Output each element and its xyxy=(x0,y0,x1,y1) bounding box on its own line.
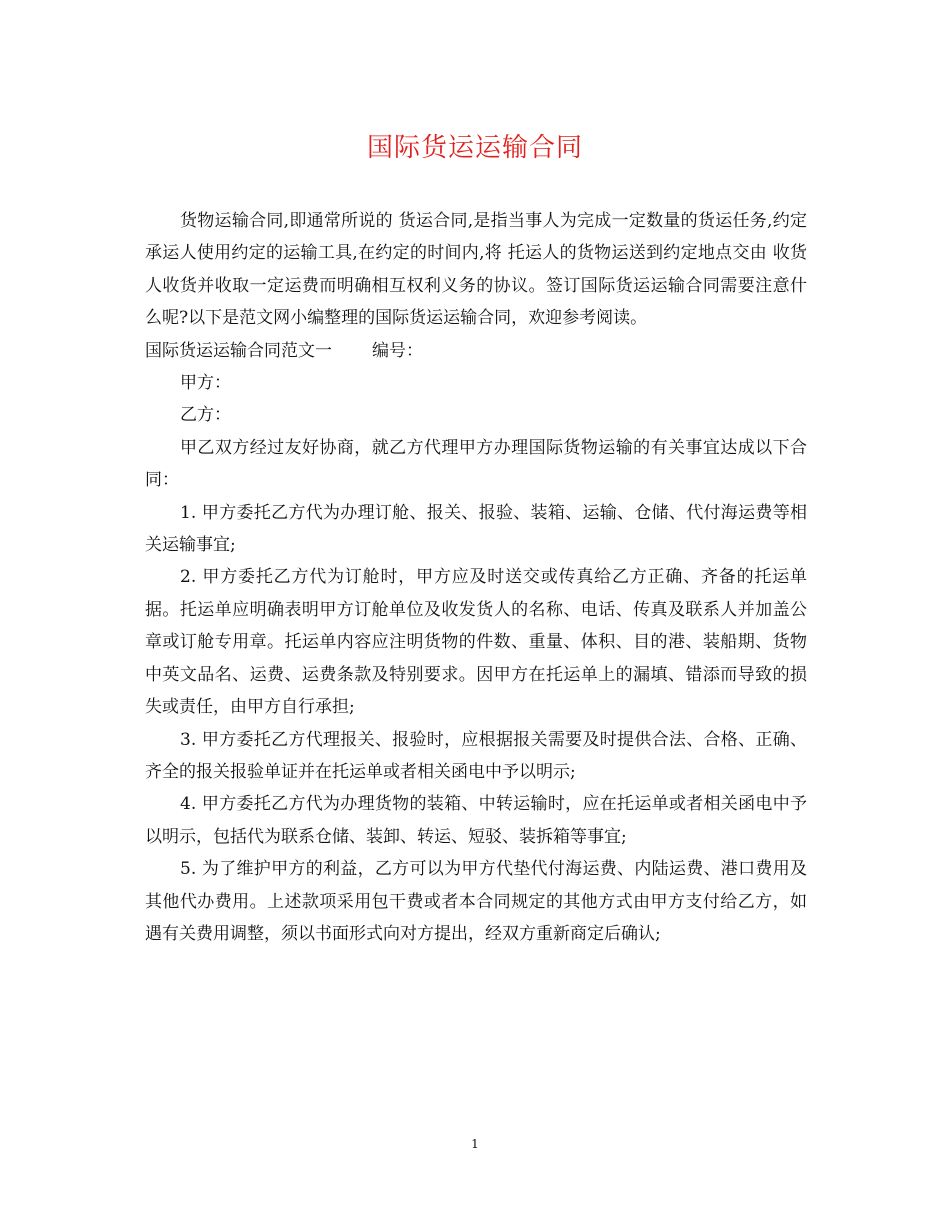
clause-1: 1. 甲方委托乙方代为办理订舱、报关、报验、装箱、运输、仓储、代付海运费等相关运输事宜; xyxy=(145,502,807,556)
agreement-intro: 甲乙双方经过友好协商，就乙方代理甲方办理国际货物运输的有关事宜达成以下合同： xyxy=(145,437,807,491)
intro-paragraph: 货物运输合同,即通常所说的 货运合同,是指当事人为完成一定数量的货运任务,约定 承运人使用约定的运输工具,在约定的时间内,将 托运人的货物运送到约定地点交由 收货人收货并收取一定运费而明确相互权利义务的协议。签订国际货运运输合同需要注意什么呢?以下是范文网小编整理的国际货运运输合同，欢迎参考阅读。 xyxy=(145,211,807,329)
page-number: 1 xyxy=(471,1137,479,1151)
document-title: 国际货运运输合同 xyxy=(366,133,583,163)
party-a-label: 甲方： xyxy=(180,373,231,394)
clause-3: 3. 甲方委托乙方代理报关、报验时，应根据报关需要及时提供合法、合格、正确、齐全的报关报验单证并在托运单或者相关函电中予以明示; xyxy=(145,729,807,782)
sample-heading-line xyxy=(145,335,807,367)
clause-5: 5. 为了维护甲方的利益，乙方可以为甲方代垫代付海运费、内陆运费、港口费用及其他代办费用。上述款项采用包干费或者本合同规定的其他方式由甲方支付给乙方，如遇有关费用调整，须以书面形式向对方提出，经双方重新商定后确认; xyxy=(145,859,807,944)
clause-4: 4. 甲方委托乙方代为办理货物的装箱、中转运输时，应在托运单或者相关函电中予以明示，包括代为联系仓储、装卸、转运、短驳、装拆箱等事宜; xyxy=(145,794,807,847)
contract-number-label: 编号： xyxy=(372,340,423,361)
clause-2: 2. 甲方委托乙方代为订舱时，甲方应及时送交或传真给乙方正确、齐备的托运单据。托运单应明确表明甲方订舱单位及收发货人的名称、电话、传真及联系人并加盖公章或订舱专用章。托运单内容应注明货物的件数、重量、体积、目的港、装船期、货物中英文品名、运费、运费条款及特别要求。因甲方在托运单上的漏填、错添而导致的损失或责任，由甲方自行承担; xyxy=(145,567,807,718)
document-body xyxy=(145,205,807,950)
sample-heading: 国际货运运输合同范文一 xyxy=(145,340,332,361)
party-b-label: 乙方： xyxy=(180,405,231,426)
